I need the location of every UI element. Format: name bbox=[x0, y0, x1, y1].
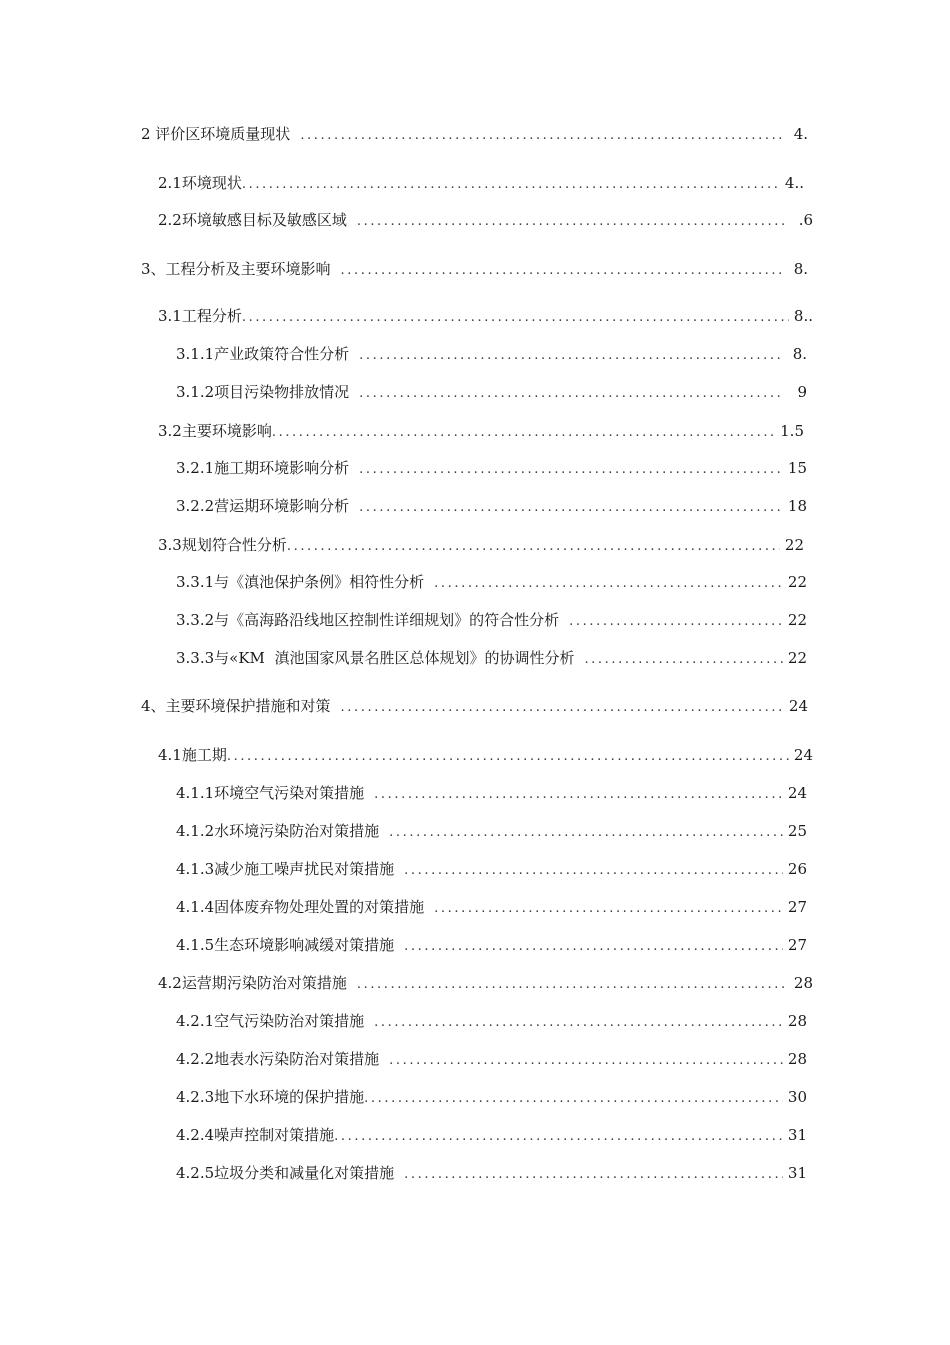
toc-entry[interactable] bbox=[176, 1125, 807, 1147]
toc-entry-label: 3.1.2项目污染物排放情况 bbox=[176, 383, 350, 401]
toc-entry-page: 27 bbox=[787, 936, 807, 954]
dot-leader bbox=[374, 785, 783, 805]
toc-entry-label: 3.3.1与《滇池保护条例》相符性分析 bbox=[176, 573, 425, 591]
dot-leader bbox=[359, 346, 783, 366]
toc-entry-page: 24 bbox=[793, 746, 813, 764]
toc-entry-page: 8. bbox=[792, 345, 807, 363]
dot-leader bbox=[242, 308, 789, 328]
dot-leader bbox=[389, 823, 783, 843]
toc-entry[interactable] bbox=[176, 859, 807, 881]
toc-entry[interactable] bbox=[158, 973, 813, 995]
toc-entry-page: 22 bbox=[787, 573, 807, 591]
toc-entry-label: 4.2.4噪声控制对策措施 bbox=[176, 1126, 335, 1144]
toc-entry-label: 3、工程分析及主要环境影响 bbox=[141, 260, 331, 278]
dot-leader bbox=[334, 1127, 783, 1147]
dot-leader bbox=[359, 384, 783, 404]
dot-leader bbox=[242, 175, 780, 195]
toc-entry-label: 4.1.2水环境污染防治对策措施 bbox=[176, 822, 380, 840]
toc-entry[interactable] bbox=[176, 821, 807, 843]
dot-leader bbox=[272, 423, 776, 443]
toc-entry-page: 1.5 bbox=[780, 422, 804, 440]
toc-entry-label: 3.2主要环境影响 bbox=[158, 422, 272, 440]
dot-leader bbox=[569, 612, 783, 632]
toc-entry-page: 4.. bbox=[784, 174, 804, 192]
toc-entry-page: 24 bbox=[787, 784, 807, 802]
toc-entry-label: 4.1.1环境空气污染对策措施 bbox=[176, 784, 365, 802]
toc-entry-label: 4.1.4固体废弃物处理处置的对策措施 bbox=[176, 898, 425, 916]
toc-entry-page: .6 bbox=[798, 211, 813, 229]
dot-leader bbox=[434, 574, 783, 594]
dot-leader bbox=[357, 975, 789, 995]
toc-entry[interactable] bbox=[158, 210, 813, 232]
toc-entry[interactable] bbox=[158, 421, 804, 443]
toc-entry-label: 4.2.5垃圾分类和减量化对策措施 bbox=[176, 1164, 395, 1182]
toc-entry[interactable] bbox=[176, 496, 807, 518]
toc-entry[interactable] bbox=[176, 458, 807, 480]
dot-leader bbox=[227, 747, 789, 767]
dot-leader bbox=[341, 698, 784, 718]
toc-entry-label: 3.3规划符合性分析 bbox=[158, 536, 287, 554]
toc-entry-page: 4. bbox=[793, 125, 808, 143]
toc-entry[interactable] bbox=[158, 173, 804, 195]
toc-entry-label: 4.2.2地表水污染防治对策措施 bbox=[176, 1050, 380, 1068]
toc-entry[interactable] bbox=[176, 935, 807, 957]
dot-leader bbox=[389, 1051, 783, 1071]
toc-entry[interactable] bbox=[141, 124, 808, 146]
toc-entry[interactable] bbox=[176, 1087, 807, 1109]
toc-entry[interactable] bbox=[176, 1011, 807, 1033]
toc-entry-label: 3.2.1施工期环境影响分析 bbox=[176, 459, 350, 477]
toc-entry[interactable] bbox=[176, 382, 807, 404]
dot-leader bbox=[341, 261, 784, 281]
dot-leader bbox=[357, 212, 789, 232]
toc-entry-page: 15 bbox=[787, 459, 807, 477]
toc-entry-page: 8. bbox=[793, 260, 808, 278]
toc-entry-page: 25 bbox=[787, 822, 807, 840]
toc-entry[interactable] bbox=[141, 696, 808, 718]
dot-leader bbox=[404, 861, 783, 881]
toc-entry-page: 22 bbox=[784, 536, 804, 554]
toc-entry[interactable] bbox=[176, 1049, 807, 1071]
toc-entry[interactable] bbox=[176, 648, 807, 670]
toc-entry-label: 3.3.3与«KM 滇池国家风景名胜区总体规划》的协调性分析 bbox=[176, 649, 575, 667]
toc-entry-page: 22 bbox=[787, 649, 807, 667]
toc-entry[interactable] bbox=[176, 610, 807, 632]
toc-entry[interactable] bbox=[176, 572, 807, 594]
toc-entry-page: 22 bbox=[787, 611, 807, 629]
toc-entry[interactable] bbox=[158, 535, 804, 557]
toc-entry-label: 4.1.5生态环境影响减缓对策措施 bbox=[176, 936, 395, 954]
toc-entry[interactable] bbox=[176, 1163, 807, 1185]
toc-entry-label: 4.1.3减少施工噪声扰民对策措施 bbox=[176, 860, 395, 878]
toc-entry-label: 4.2.3地下水环境的保护措施 bbox=[176, 1088, 365, 1106]
toc-entry-label: 4.2.1空气污染防治对策措施 bbox=[176, 1012, 365, 1030]
toc-entry-page: 9 bbox=[797, 383, 807, 401]
toc-entry-label: 4.2运营期污染防治对策措施 bbox=[158, 974, 347, 992]
toc-entry-page: 27 bbox=[787, 898, 807, 916]
toc-entry-label: 2 评价区环境质量现状 bbox=[141, 125, 291, 143]
dot-leader bbox=[434, 899, 783, 919]
toc-entry-label: 3.1工程分析 bbox=[158, 307, 242, 325]
toc-entry[interactable] bbox=[158, 745, 813, 767]
toc-entry-page: 18 bbox=[787, 497, 807, 515]
dot-leader bbox=[287, 537, 780, 557]
toc-entry-label: 3.1.1产业政策符合性分析 bbox=[176, 345, 350, 363]
dot-leader bbox=[364, 1089, 783, 1109]
toc-entry-page: 8.. bbox=[793, 307, 813, 325]
toc-entry-label: 4.1施工期 bbox=[158, 746, 227, 764]
toc-entry-page: 28 bbox=[787, 1012, 807, 1030]
toc-entry[interactable] bbox=[176, 344, 807, 366]
dot-leader bbox=[374, 1013, 783, 1033]
toc-entry-page: 30 bbox=[787, 1088, 807, 1106]
toc-entry-label: 3.3.2与《高海路沿线地区控制性详细规划》的符合性分析 bbox=[176, 611, 560, 629]
dot-leader bbox=[300, 126, 784, 146]
dot-leader bbox=[584, 650, 783, 670]
toc-entry-page: 26 bbox=[787, 860, 807, 878]
dot-leader bbox=[359, 460, 783, 480]
toc-entry-page: 31 bbox=[787, 1126, 807, 1144]
dot-leader bbox=[404, 1165, 783, 1185]
toc-entry-page: 24 bbox=[788, 697, 808, 715]
toc-entry-page: 28 bbox=[793, 974, 813, 992]
toc-entry[interactable] bbox=[176, 897, 807, 919]
toc-entry-label: 3.2.2营运期环境影响分析 bbox=[176, 497, 350, 515]
toc-entry-label: 2.1环境现状 bbox=[158, 174, 242, 192]
toc-entry-label: 4、主要环境保护措施和对策 bbox=[141, 697, 331, 715]
toc-entry-page: 28 bbox=[787, 1050, 807, 1068]
toc-entry-label: 2.2环境敏感目标及敏感区域 bbox=[158, 211, 347, 229]
toc-entry[interactable] bbox=[141, 259, 808, 281]
dot-leader bbox=[359, 498, 783, 518]
toc-entry[interactable] bbox=[158, 306, 813, 328]
toc-entry[interactable] bbox=[176, 783, 807, 805]
dot-leader bbox=[404, 937, 783, 957]
toc-entry-page: 31 bbox=[787, 1164, 807, 1182]
